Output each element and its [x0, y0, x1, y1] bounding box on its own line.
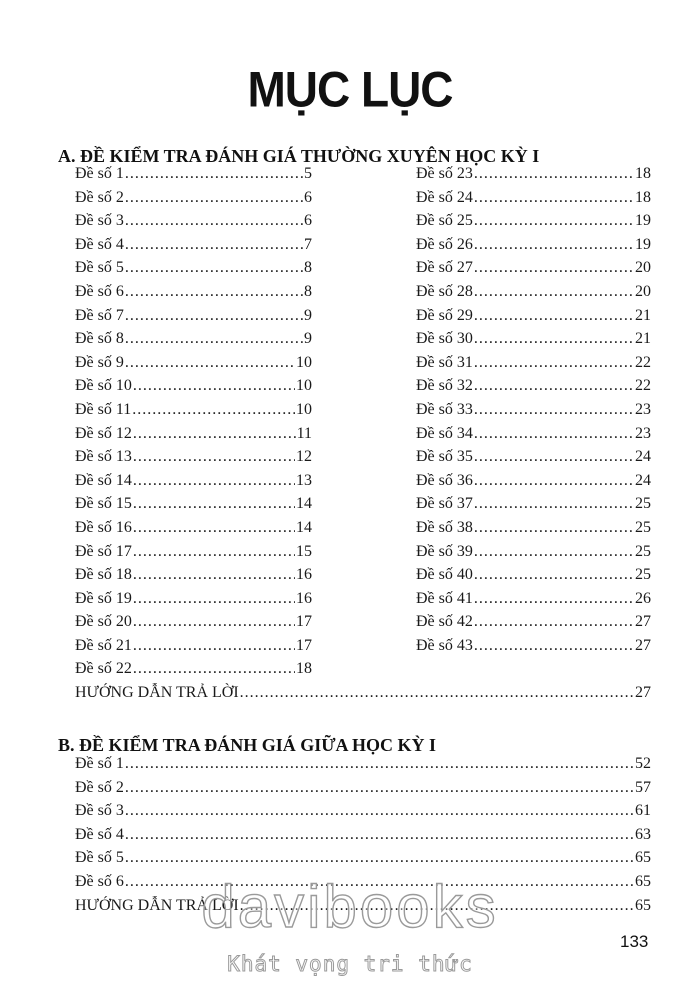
- toc-entry-page: 18: [635, 165, 651, 182]
- page-title: MỤC LỤC: [247, 60, 453, 118]
- toc-entry: [75, 212, 312, 236]
- toc-entry-page: 25: [635, 542, 651, 560]
- toc-entry-page: 23: [635, 424, 651, 442]
- toc-entry: [416, 283, 651, 307]
- leader-dots: [125, 189, 303, 207]
- leader-dots: [474, 425, 634, 443]
- toc-entry-label: Đề số 16: [75, 518, 132, 536]
- toc-entry-page: 24: [635, 448, 651, 466]
- leader-dots: [474, 448, 634, 466]
- toc-entry: [75, 165, 312, 189]
- toc-entry-label: Đề số 25: [416, 212, 473, 230]
- toc-entry: [75, 613, 312, 637]
- toc-entry: [416, 189, 651, 213]
- toc-entry-label: Đề số 31: [416, 353, 473, 371]
- toc-entry-label: Đề số 1: [75, 165, 124, 182]
- toc-entry-label: Đề số 35: [416, 448, 473, 466]
- leader-dots: [125, 354, 295, 372]
- toc-entry-page: 23: [635, 400, 651, 418]
- toc-entry-page: 65: [635, 849, 651, 867]
- toc-entry-page: 11: [296, 424, 312, 442]
- leader-dots: [474, 354, 634, 372]
- toc-entry-page: 9: [304, 330, 312, 348]
- toc-entry-page: 10: [296, 400, 312, 418]
- toc-entry: [416, 590, 651, 614]
- toc-entry-page: 22: [635, 353, 651, 371]
- toc-entry-label: Đề số 10: [75, 377, 132, 395]
- toc-entry: [75, 826, 651, 850]
- toc-entry-page: 18: [635, 188, 651, 206]
- leader-dots: [125, 873, 634, 891]
- leader-dots: [474, 566, 634, 584]
- leader-dots: [474, 377, 634, 395]
- section-b-heading: B. ĐỀ KIỂM TRA ĐÁNH GIÁ GIỮA HỌC KỲ I: [58, 735, 437, 755]
- leader-dots: [474, 165, 634, 183]
- toc-entry-label: Đề số 19: [75, 589, 132, 607]
- toc-entry-label: Đề số 23: [416, 165, 473, 182]
- toc-entry-label: HƯỚNG DẪN TRẢ LỜI: [75, 896, 239, 914]
- toc-entry: [416, 543, 651, 567]
- toc-entry: [75, 873, 651, 897]
- leader-dots: [474, 543, 634, 561]
- toc-entry-page: 9: [304, 306, 312, 324]
- toc-entry: [75, 495, 312, 519]
- toc-entry: [416, 613, 651, 637]
- toc-entry-label: Đề số 27: [416, 259, 473, 277]
- leader-dots: [125, 283, 303, 301]
- toc-entry-page: 8: [304, 282, 312, 300]
- toc-entry: [75, 755, 651, 779]
- leader-dots: [474, 307, 634, 325]
- toc-entry-page: 22: [635, 377, 651, 395]
- toc-entry-label: Đề số 21: [75, 636, 132, 654]
- toc-entry-label: Đề số 2: [75, 188, 124, 206]
- toc-entry-page: 63: [635, 825, 651, 843]
- toc-entry-label: HƯỚNG DẪN TRẢ LỜI: [75, 684, 239, 701]
- leader-dots: [125, 307, 303, 325]
- section-a-right-column: [416, 165, 651, 660]
- toc-entry-label: Đề số 1: [75, 755, 124, 772]
- toc-entry-label: Đề số 32: [416, 377, 473, 395]
- leader-dots: [474, 519, 634, 537]
- toc-entry-label: Đề số 12: [75, 424, 132, 442]
- toc-entry-page: 12: [296, 448, 312, 466]
- toc-entry-page: 27: [635, 636, 651, 654]
- toc-entry: [75, 590, 312, 614]
- toc-entry-label: Đề số 24: [416, 188, 473, 206]
- toc-entry-label: Đề số 41: [416, 589, 473, 607]
- toc-entry-label: Đề số 11: [75, 400, 132, 418]
- toc-entry-label: Đề số 13: [75, 448, 132, 466]
- leader-dots: [125, 212, 303, 230]
- toc-entry-page: 20: [635, 259, 651, 277]
- leader-dots: [132, 401, 295, 419]
- toc-entry: [75, 566, 312, 590]
- toc-entry-label: Đề số 29: [416, 306, 473, 324]
- toc-entry-label: Đề số 40: [416, 566, 473, 584]
- leader-dots: [474, 590, 634, 608]
- toc-entry: [416, 377, 651, 401]
- toc-entry-label: Đề số 20: [75, 613, 132, 631]
- leader-dots: [474, 259, 634, 277]
- section-a-answers-row: [75, 684, 651, 708]
- toc-entry-page: 14: [296, 495, 312, 513]
- toc-entry-label: Đề số 42: [416, 613, 473, 631]
- section-b-column: [75, 755, 651, 920]
- toc-entry-label: Đề số 4: [75, 825, 124, 843]
- toc-entry-label: Đề số 39: [416, 542, 473, 560]
- toc-entry-label: Đề số 8: [75, 330, 124, 348]
- toc-entry: [75, 779, 651, 803]
- toc-entry: [416, 495, 651, 519]
- section-a-left-column: [75, 165, 312, 684]
- toc-entry: [416, 354, 651, 378]
- toc-entry-label: Đề số 9: [75, 353, 124, 371]
- toc-entry-page: 17: [296, 636, 312, 654]
- toc-entry-label: Đề số 3: [75, 802, 124, 820]
- toc-entry-page: 61: [635, 802, 651, 820]
- toc-entry-label: Đề số 5: [75, 259, 124, 277]
- toc-entry-page: 25: [635, 566, 651, 584]
- toc-entry-page: 16: [296, 589, 312, 607]
- leader-dots: [133, 425, 296, 443]
- toc-entry-page: 57: [635, 778, 651, 796]
- toc-entry: [416, 259, 651, 283]
- toc-entry: [416, 330, 651, 354]
- toc-entry-page: 65: [635, 896, 651, 914]
- leader-dots: [474, 189, 634, 207]
- toc-entry: [75, 307, 312, 331]
- leader-dots: [474, 212, 634, 230]
- leader-dots: [240, 684, 634, 702]
- toc-entry-page: 10: [296, 377, 312, 395]
- toc-entry-page: 18: [296, 660, 312, 678]
- toc-entry-page: 6: [304, 212, 312, 230]
- toc-entry: [416, 212, 651, 236]
- toc-entry-label: Đề số 6: [75, 282, 124, 300]
- leader-dots: [474, 283, 634, 301]
- leader-dots: [133, 543, 295, 561]
- toc-entry-page: 19: [635, 235, 651, 253]
- leader-dots: [474, 472, 634, 490]
- toc-entry: [75, 802, 651, 826]
- toc-entry: [75, 354, 312, 378]
- toc-entry-page: 6: [304, 188, 312, 206]
- toc-entry-page: 15: [296, 542, 312, 560]
- leader-dots: [133, 495, 295, 513]
- toc-entry-page: 14: [296, 518, 312, 536]
- toc-entry-page: 25: [635, 518, 651, 536]
- toc-entry: [416, 165, 651, 189]
- toc-entry-page: 10: [296, 353, 312, 371]
- toc-entry: [75, 236, 312, 260]
- leader-dots: [474, 613, 634, 631]
- watermark-brand: davibooks: [201, 873, 499, 940]
- toc-entry-label: Đề số 37: [416, 495, 473, 513]
- leader-dots: [125, 802, 634, 820]
- toc-entry-page: 24: [635, 471, 651, 489]
- watermark-tagline: Khát vọng tri thức: [227, 952, 473, 976]
- leader-dots: [125, 236, 303, 254]
- toc-entry: [75, 283, 312, 307]
- toc-entry-page: 65: [635, 872, 651, 890]
- toc-entry-page: 25: [635, 495, 651, 513]
- toc-entry-page: 5: [304, 165, 312, 182]
- leader-dots: [474, 330, 634, 348]
- toc-entry-page: 16: [296, 566, 312, 584]
- toc-entry-label: Đề số 7: [75, 306, 124, 324]
- toc-entry-page: 7: [304, 235, 312, 253]
- leader-dots: [240, 897, 634, 915]
- toc-entry-label: Đề số 38: [416, 518, 473, 536]
- leader-dots: [133, 377, 295, 395]
- leader-dots: [133, 472, 295, 490]
- toc-entry-label: Đề số 15: [75, 495, 132, 513]
- toc-entry: [416, 519, 651, 543]
- leader-dots: [133, 637, 295, 655]
- leader-dots: [133, 519, 295, 537]
- leader-dots: [474, 637, 634, 655]
- leader-dots: [125, 165, 303, 183]
- toc-entry-page: 17: [296, 613, 312, 631]
- leader-dots: [133, 613, 295, 631]
- toc-entry: [75, 377, 312, 401]
- toc-entry-label: Đề số 22: [75, 660, 132, 678]
- toc-entry: [416, 566, 651, 590]
- toc-entry-page: 26: [635, 589, 651, 607]
- leader-dots: [125, 330, 303, 348]
- toc-entry: [75, 637, 312, 661]
- toc-entry-page: 21: [635, 306, 651, 324]
- toc-entry-page: 8: [304, 259, 312, 277]
- toc-entry-page: 21: [635, 330, 651, 348]
- page-number: 133: [620, 932, 649, 951]
- toc-entry-label: Đề số 2: [75, 778, 124, 796]
- toc-entry: [75, 189, 312, 213]
- leader-dots: [474, 495, 634, 513]
- toc-entry: [416, 307, 651, 331]
- toc-entry: [75, 259, 312, 283]
- toc-entry: [75, 849, 651, 873]
- toc-entry-page: 20: [635, 282, 651, 300]
- toc-entry-label: Đề số 6: [75, 872, 124, 890]
- toc-entry-page: 27: [635, 684, 651, 701]
- leader-dots: [133, 566, 295, 584]
- toc-entry: [75, 448, 312, 472]
- leader-dots: [474, 401, 634, 419]
- toc-entry-label: Đề số 36: [416, 471, 473, 489]
- leader-dots: [474, 236, 634, 254]
- toc-entry-page: 19: [635, 212, 651, 230]
- toc-entry-label: Đề số 30: [416, 330, 473, 348]
- toc-entry: [75, 472, 312, 496]
- leader-dots: [125, 849, 634, 867]
- toc-entry-label: Đề số 43: [416, 636, 473, 654]
- toc-entry-label: Đề số 5: [75, 849, 124, 867]
- toc-entry-label: Đề số 18: [75, 566, 132, 584]
- toc-entry-label: Đề số 14: [75, 471, 132, 489]
- toc-entry-label: Đề số 17: [75, 542, 132, 560]
- leader-dots: [125, 259, 303, 277]
- toc-entry-label: Đề số 26: [416, 235, 473, 253]
- leader-dots: [125, 779, 634, 797]
- toc-entry-label: Đề số 28: [416, 282, 473, 300]
- leader-dots: [125, 826, 634, 844]
- toc-entry: [75, 425, 312, 449]
- toc-entry: [416, 236, 651, 260]
- toc-entry: [416, 401, 651, 425]
- toc-entry: [75, 330, 312, 354]
- leader-dots: [133, 660, 295, 678]
- leader-dots: [133, 448, 295, 466]
- toc-entry: [75, 401, 312, 425]
- section-a-heading: A. ĐỀ KIỂM TRA ĐÁNH GIÁ THƯỜNG XUYÊN HỌC KỲ I: [58, 146, 540, 166]
- toc-entry: [75, 897, 651, 921]
- toc-entry: [416, 425, 651, 449]
- leader-dots: [125, 755, 634, 773]
- toc-entry: [75, 519, 312, 543]
- toc-entry-label: Đề số 4: [75, 235, 124, 253]
- toc-entry: [75, 543, 312, 567]
- toc-entry: [416, 448, 651, 472]
- leader-dots: [133, 590, 295, 608]
- toc-entry-page: 52: [635, 755, 651, 772]
- toc-entry-label: Đề số 34: [416, 424, 473, 442]
- toc-entry-page: 13: [296, 471, 312, 489]
- toc-entry-page: 27: [635, 613, 651, 631]
- toc-entry: [416, 637, 651, 661]
- toc-entry-label: Đề số 3: [75, 212, 124, 230]
- toc-entry-label: Đề số 33: [416, 400, 473, 418]
- toc-entry: [416, 472, 651, 496]
- toc-entry: [75, 660, 312, 684]
